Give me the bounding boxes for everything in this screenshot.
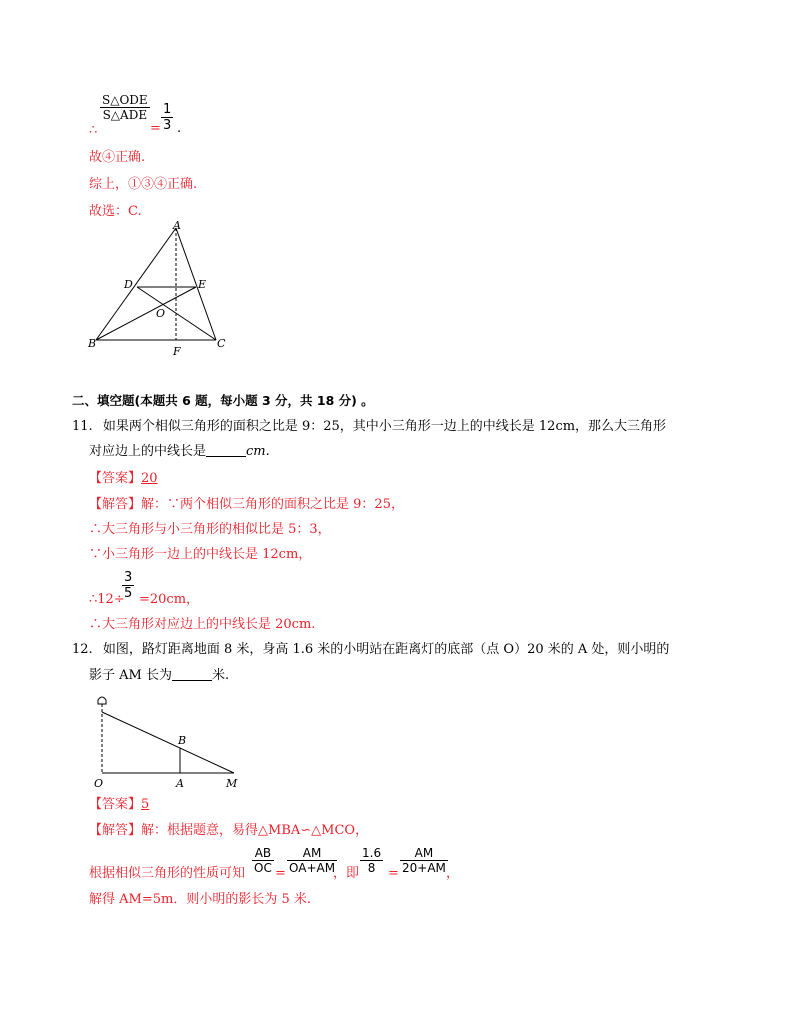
three-fifths-fraction <box>122 570 134 601</box>
therefore-symbol: ∴ <box>89 123 98 138</box>
am-over-oa-am-fraction <box>287 846 337 875</box>
fraction-numerator: S△ODE <box>102 93 148 107</box>
solution-text: 解：∵两个相似三角形的面积之比是 9：25， <box>141 497 404 512</box>
q12-solution-line3: 解得 AM=5m．则小明的影长为 5 米. <box>89 892 311 907</box>
q11-solution-line5: ∴大三角形对应边上的中线长是 20cm. <box>89 617 316 632</box>
label-o: O <box>94 777 104 790</box>
q12-solution-line1 <box>89 822 368 840</box>
lamp-icon <box>98 697 106 704</box>
question-text: 影子 AM 长为 <box>89 668 172 683</box>
ab-over-oc-fraction <box>252 846 274 875</box>
q11-answer <box>89 470 158 488</box>
triangle-figure <box>80 220 240 360</box>
question-text: 对应边上的中线长是 <box>89 444 207 459</box>
answer-blank <box>172 668 212 681</box>
fraction-numerator: 1.6 <box>362 846 382 860</box>
fraction-denominator: OA+AM <box>289 861 336 875</box>
unit-text: cm. <box>246 444 270 459</box>
segment-be <box>96 287 196 340</box>
label-o: O <box>156 307 166 320</box>
q11-text-line2 <box>89 443 270 461</box>
label-e: E <box>198 278 207 291</box>
equals-sign: = <box>150 121 161 136</box>
solution-label: 【解答】 <box>89 497 142 512</box>
equals-sign: = <box>275 866 286 881</box>
question-text: 如果两个相似三角形的面积之比是 9：25，其中小三角形一边上的中线长是 12cm，那么大三角形 <box>102 419 667 434</box>
fraction-denominator: 8 <box>360 860 383 875</box>
solution-text: 解：根据题意，易得△MBA∽△MCO， <box>141 823 369 838</box>
q12-text-line1 <box>72 641 669 659</box>
one-point-six-over-eight-fraction <box>360 846 383 875</box>
label-b: B <box>178 734 187 747</box>
segment-ac <box>176 228 216 340</box>
answer-blank <box>206 444 246 457</box>
q11-text-line1 <box>72 418 666 436</box>
unit-text: 米. <box>211 668 230 683</box>
lamp-shadow-figure <box>88 694 248 794</box>
equals-sign: = <box>388 866 399 881</box>
answer-label: 【答案】 <box>89 471 142 486</box>
label-m: M <box>226 777 238 790</box>
question-text: 如图，路灯距离地面 8 米，身高 1.6 米的小明站在距离灯的底部（点 O）20 米的 A 处，则小明的 <box>102 642 670 657</box>
label-f: F <box>173 345 181 358</box>
fraction-denominator: S△ADE <box>100 107 150 122</box>
q12-solution-line2-end: ， <box>446 866 460 881</box>
answer-value: 20 <box>141 471 158 486</box>
label-b: B <box>88 337 97 350</box>
fraction-numerator: AM <box>414 846 434 860</box>
q12-text-line2 <box>89 667 229 685</box>
fraction-denominator: 20+AM <box>402 861 446 875</box>
q11-solution-line1 <box>89 496 404 514</box>
choice-line: 故选：C. <box>89 204 142 219</box>
am-over-20-am-fraction <box>400 846 448 875</box>
fraction-numerator: AB <box>254 846 272 860</box>
q11-solution-line4-suffix: =20cm， <box>139 592 200 607</box>
q12-solution-line2-mid: ，即 <box>333 866 360 881</box>
one-third-fraction <box>161 102 173 133</box>
q12-solution-line2-prefix: 根据相似三角形的性质可知 <box>89 866 246 881</box>
q11-solution-line3: ∵小三角形一边上的中线长是 12cm， <box>89 547 312 562</box>
q12-answer <box>89 796 149 814</box>
label-a: A <box>176 777 184 790</box>
question-number: 11. <box>72 419 93 434</box>
fraction-numerator: AM <box>302 846 322 860</box>
conclusion-4-correct: 故④正确. <box>89 150 146 165</box>
light-ray-cm <box>102 712 234 773</box>
fraction-numerator: 3 <box>124 570 133 585</box>
q11-solution-line2: ∴大三角形与小三角形的相似比是 5：3， <box>89 522 331 537</box>
area-ratio-fraction <box>100 93 150 122</box>
question-number: 12. <box>72 642 93 657</box>
period: . <box>177 121 182 136</box>
answer-label: 【答案】 <box>89 797 142 812</box>
fraction-denominator: 3 <box>163 118 172 133</box>
section-heading: 二、填空题(本题共 6 题，每小题 3 分，共 18 分) 。 <box>72 393 374 408</box>
solution-label: 【解答】 <box>89 823 142 838</box>
summary-line: 综上，①③④正确. <box>89 177 198 192</box>
label-a: A <box>173 220 181 232</box>
answer-value: 5 <box>141 797 150 812</box>
fraction-numerator: 1 <box>163 102 172 117</box>
label-d: D <box>124 278 133 291</box>
fraction-denominator: OC <box>254 861 272 875</box>
segment-ab <box>96 228 176 340</box>
label-c: C <box>217 337 226 350</box>
q11-solution-line4-prefix: ∴12÷ <box>89 592 125 607</box>
fraction-denominator: 5 <box>124 586 133 601</box>
